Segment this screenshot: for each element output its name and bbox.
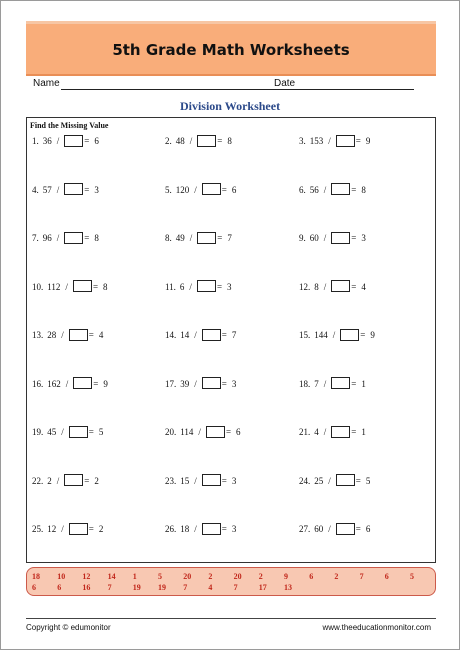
problem-1	[32, 134, 99, 148]
problem-number: 22.	[32, 475, 44, 486]
problem-15	[299, 328, 375, 342]
answer-value: 6	[32, 583, 36, 592]
problem-5	[165, 183, 236, 197]
problem-result: 5	[98, 427, 104, 437]
problem-dividend: 45	[47, 427, 57, 437]
problem-dividend: 7	[314, 378, 319, 389]
problem-dividend: 57	[42, 184, 52, 195]
equals-sign: =	[360, 330, 366, 340]
problem-dividend: 2	[47, 475, 52, 486]
equals-sign: =	[88, 330, 94, 340]
problem-number: 5.	[165, 184, 172, 195]
equals-sign: =	[351, 378, 357, 389]
answer-value: 12	[82, 572, 91, 581]
problem-number: 8.	[165, 233, 172, 243]
answer-box[interactable]	[336, 523, 355, 535]
problem-26	[165, 522, 236, 536]
problem-result: 1	[361, 378, 366, 389]
problem-dividend: 6	[179, 281, 185, 292]
problem-9	[299, 231, 366, 245]
answer-value: 2	[334, 572, 339, 581]
problem-dividend: 14	[180, 330, 190, 340]
problem-23	[165, 474, 236, 488]
division-sign: /	[56, 184, 60, 195]
title-banner	[26, 21, 436, 76]
answer-box[interactable]	[206, 426, 225, 438]
footer-divider	[26, 618, 436, 619]
problem-16	[32, 377, 108, 391]
answer-value: 4	[208, 583, 213, 592]
equals-sign: =	[217, 136, 223, 146]
answer-box[interactable]	[202, 474, 221, 486]
problem-result: 2	[94, 475, 99, 486]
problem-17	[165, 377, 236, 391]
division-sign: /	[56, 475, 60, 486]
problem-dividend: 114	[180, 427, 194, 437]
equals-sign: =	[351, 281, 357, 292]
answer-value: 17	[258, 583, 267, 592]
answer-box[interactable]	[331, 377, 350, 389]
division-sign: /	[56, 136, 60, 146]
problem-2	[165, 134, 232, 148]
division-sign: /	[65, 378, 69, 389]
problem-dividend: 36	[42, 136, 52, 146]
answer-box[interactable]	[197, 232, 216, 244]
answer-box[interactable]	[69, 329, 88, 341]
problem-dividend: 12	[47, 524, 57, 534]
problem-dividend: 120	[175, 184, 190, 195]
answer-box[interactable]	[340, 329, 359, 341]
answer-box[interactable]	[202, 523, 221, 535]
answer-box[interactable]	[73, 280, 92, 292]
division-sign: /	[56, 233, 60, 243]
name-date-row	[31, 78, 421, 92]
equals-sign: =	[217, 233, 223, 243]
problem-number: 10.	[32, 281, 44, 292]
problem-dividend: 8	[314, 281, 319, 292]
problem-dividend: 48	[175, 136, 185, 146]
problem-dividend: 96	[42, 233, 52, 243]
problem-result: 9	[103, 378, 108, 389]
problem-10	[32, 280, 108, 294]
problem-result: 6	[236, 427, 241, 437]
equals-sign: =	[93, 378, 99, 389]
problem-result: 8	[103, 281, 108, 292]
problem-21	[299, 425, 366, 439]
name-label: Name	[33, 78, 60, 89]
equals-sign: =	[84, 475, 90, 486]
problem-number: 7.	[32, 233, 39, 243]
answer-value: 13	[284, 583, 292, 592]
answer-value: 20	[183, 572, 192, 581]
problem-result: 3	[231, 524, 237, 534]
division-sign: /	[323, 184, 327, 195]
problem-number: 11.	[165, 281, 176, 292]
problem-result: 6	[231, 184, 237, 195]
equals-sign: =	[221, 524, 227, 534]
equals-sign: =	[92, 281, 99, 292]
division-sign: /	[198, 427, 201, 437]
problem-dividend: 4	[314, 427, 319, 437]
problem-8	[165, 231, 232, 245]
division-sign: /	[189, 136, 193, 146]
equals-sign: =	[88, 524, 94, 534]
equals-sign: =	[355, 524, 361, 534]
problem-result: 6	[365, 524, 371, 534]
answer-value: 7	[233, 583, 238, 592]
problem-result: 9	[365, 136, 371, 146]
answer-value: 19	[158, 583, 166, 592]
answer-box[interactable]	[197, 135, 216, 147]
answer-box[interactable]	[64, 474, 83, 486]
answer-value: 2	[258, 572, 263, 581]
name-field[interactable]	[61, 89, 303, 90]
problem-14	[165, 328, 236, 342]
answer-box[interactable]	[64, 183, 83, 195]
problem-result: 6	[94, 136, 99, 146]
answer-box[interactable]	[331, 280, 350, 292]
answer-box[interactable]	[64, 135, 83, 147]
answer-value: 6	[309, 572, 314, 581]
problem-24	[299, 474, 370, 488]
equals-sign: =	[225, 427, 232, 437]
problem-dividend: 112	[47, 281, 61, 292]
problem-result: 8	[361, 184, 366, 195]
answer-box[interactable]	[197, 280, 216, 292]
equals-sign: =	[355, 136, 361, 146]
problem-result: 3	[94, 184, 99, 195]
answer-box[interactable]	[64, 232, 83, 244]
problem-number: 24.	[299, 475, 311, 486]
answer-box[interactable]	[336, 135, 355, 147]
division-sign: /	[328, 136, 331, 146]
problem-dividend: 15	[180, 475, 190, 486]
division-sign: /	[323, 427, 327, 437]
problem-dividend: 39	[180, 378, 190, 389]
equals-sign: =	[351, 233, 357, 243]
problem-dividend: 60	[314, 524, 324, 534]
problem-number: 21.	[299, 427, 311, 437]
problem-number: 6.	[299, 184, 306, 195]
problem-number: 3.	[299, 136, 306, 146]
division-sign: /	[194, 524, 197, 534]
problem-dividend: 18	[180, 524, 190, 534]
problem-result: 8	[94, 233, 99, 243]
division-sign: /	[328, 524, 331, 534]
problem-4	[32, 183, 99, 197]
answer-box[interactable]	[331, 426, 350, 438]
answer-value: 16	[82, 583, 91, 592]
answer-value: 6	[384, 572, 389, 581]
problem-result: 3	[231, 378, 237, 389]
answer-box[interactable]	[331, 232, 350, 244]
problem-dividend: 144	[314, 330, 328, 340]
problem-number: 4.	[32, 184, 39, 195]
division-sign: /	[194, 184, 197, 195]
answer-box[interactable]	[69, 426, 88, 438]
problem-dividend: 60	[309, 233, 319, 243]
page-title: 5th Grade Math Worksheets	[112, 41, 350, 59]
equals-sign: =	[216, 281, 223, 292]
answer-key	[26, 567, 436, 596]
problem-number: 17.	[165, 378, 177, 389]
division-sign: /	[189, 281, 192, 292]
problem-19	[32, 425, 103, 439]
problem-dividend: 153	[309, 136, 324, 146]
problem-number: 9.	[299, 233, 306, 243]
problem-dividend: 162	[47, 378, 61, 389]
equals-sign: =	[88, 427, 94, 437]
problem-number: 18.	[299, 378, 311, 389]
problem-22	[32, 474, 99, 488]
problem-number: 23.	[165, 475, 177, 486]
equals-sign: =	[221, 378, 227, 389]
instructions: Find the Missing Value	[30, 121, 109, 130]
problem-number: 13.	[32, 330, 44, 340]
problem-result: 3	[361, 233, 366, 243]
problem-dividend: 56	[309, 184, 319, 195]
equals-sign: =	[351, 427, 357, 437]
division-sign: /	[61, 524, 64, 534]
equals-sign: =	[221, 184, 227, 195]
division-sign: /	[61, 330, 64, 340]
date-field[interactable]	[302, 89, 414, 90]
problem-number: 16.	[32, 378, 44, 389]
equals-sign: =	[355, 475, 361, 486]
division-sign: /	[332, 330, 336, 340]
answer-value: 1	[132, 572, 137, 581]
answer-box[interactable]	[202, 377, 221, 389]
problem-11	[165, 280, 232, 294]
division-sign: /	[323, 233, 327, 243]
problem-12	[299, 280, 366, 294]
problem-number: 2.	[165, 136, 172, 146]
problem-3	[299, 134, 370, 148]
answer-value: 7	[183, 583, 188, 592]
date-label: Date	[274, 78, 296, 89]
answer-value: 7	[107, 583, 112, 592]
problem-result: 1	[361, 427, 366, 437]
division-sign: /	[328, 475, 331, 486]
division-sign: /	[323, 378, 327, 389]
copyright-text: Copyright © edumonitor	[26, 623, 111, 632]
division-sign: /	[194, 475, 197, 486]
equals-sign: =	[84, 136, 90, 146]
problem-number: 1.	[32, 136, 39, 146]
answer-box[interactable]	[331, 183, 350, 195]
problem-number: 27.	[299, 524, 311, 534]
equals-sign: =	[84, 233, 90, 243]
problem-result: 9	[370, 330, 375, 340]
website-link[interactable]: www.theeducationmonitor.com	[322, 623, 431, 632]
problem-result: 5	[365, 475, 371, 486]
answer-value: 20	[233, 572, 242, 581]
problem-result: 2	[98, 524, 104, 534]
equals-sign: =	[221, 330, 227, 340]
problem-number: 12.	[299, 281, 311, 292]
answer-value: 10	[57, 572, 66, 581]
problem-result: 7	[231, 330, 237, 340]
answer-value: 5	[158, 572, 162, 581]
problem-result: 3	[231, 475, 237, 486]
problem-number: 25.	[32, 524, 44, 534]
answer-value: 2	[208, 572, 213, 581]
division-sign: /	[65, 281, 68, 292]
answer-value: 18	[32, 572, 40, 581]
answer-value: 5	[410, 572, 414, 581]
problem-result: 8	[227, 136, 232, 146]
answer-value: 6	[57, 583, 62, 592]
problem-result: 7	[227, 233, 232, 243]
answer-box[interactable]	[69, 523, 88, 535]
problem-number: 14.	[165, 330, 177, 340]
problems-frame	[26, 117, 436, 563]
answer-value: 7	[359, 572, 364, 581]
answer-value: 14	[107, 572, 116, 581]
problem-25	[32, 522, 103, 536]
problem-result: 4	[98, 330, 104, 340]
division-sign: /	[194, 330, 197, 340]
answer-box[interactable]	[202, 183, 221, 195]
division-sign: /	[194, 378, 197, 389]
problem-27	[299, 522, 370, 536]
problem-18	[299, 377, 366, 391]
problem-result: 3	[227, 281, 232, 292]
answer-value: 9	[284, 572, 288, 581]
problem-result: 4	[361, 281, 366, 292]
problem-dividend: 28	[47, 330, 57, 340]
problem-number: 20.	[165, 427, 177, 437]
problem-number: 26.	[165, 524, 177, 534]
division-sign: /	[189, 233, 193, 243]
problem-13	[32, 328, 103, 342]
division-sign: /	[61, 427, 64, 437]
problem-6	[299, 183, 366, 197]
worksheet-title: Division Worksheet	[179, 99, 281, 113]
answer-box[interactable]	[336, 474, 355, 486]
problem-7	[32, 231, 99, 245]
problem-number: 19.	[32, 427, 44, 437]
equals-sign: =	[221, 475, 227, 486]
equals-sign: =	[351, 184, 357, 195]
problem-dividend: 49	[175, 233, 185, 243]
problem-dividend: 25	[314, 475, 324, 486]
problem-20	[165, 425, 241, 439]
division-sign: /	[323, 281, 327, 292]
answer-value: 19	[132, 583, 141, 592]
problem-number: 15.	[299, 330, 311, 340]
answer-box[interactable]	[73, 377, 92, 389]
answer-box[interactable]	[202, 329, 221, 341]
equals-sign: =	[84, 184, 90, 195]
